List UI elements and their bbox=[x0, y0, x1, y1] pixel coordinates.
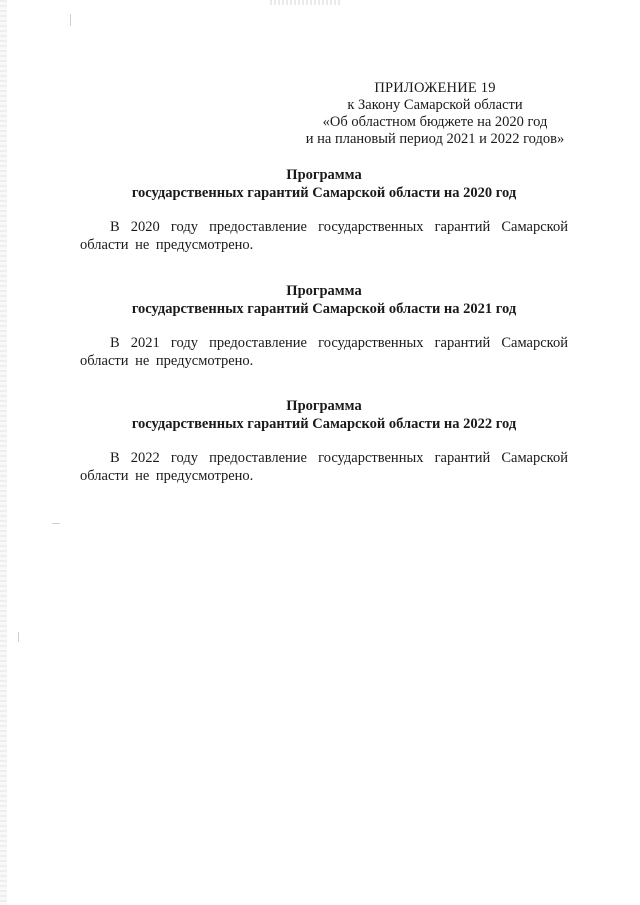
scan-speck bbox=[70, 14, 71, 26]
section-heading-line1: Программа bbox=[286, 167, 362, 183]
section-heading-line1: Программа bbox=[286, 283, 362, 299]
section-heading-line1: Программа bbox=[286, 398, 362, 414]
section-body: В 2021 году предоставление государственных гарантий Самарской области не предусмотрено. bbox=[80, 335, 568, 369]
program-section-2022 bbox=[80, 397, 568, 485]
program-section-2021 bbox=[80, 282, 568, 370]
section-heading bbox=[80, 166, 568, 202]
section-heading-line2: государственных гарантий Самарской области на 2022 год bbox=[131, 416, 517, 432]
program-section-2020 bbox=[80, 166, 568, 254]
scan-edge-artifact bbox=[0, 0, 7, 905]
section-body: В 2022 году предоставление государственных гарантий Самарской области не предусмотрено. bbox=[80, 450, 568, 484]
appendix-law-name-line: «Об областном бюджете на 2020 год bbox=[322, 114, 548, 130]
scan-speck bbox=[52, 523, 60, 524]
appendix-header bbox=[300, 80, 570, 148]
scan-top-artifact bbox=[270, 0, 340, 5]
section-heading bbox=[80, 397, 568, 433]
section-body: В 2020 году предоставление государственных гарантий Самарской области не предусмотрено. bbox=[80, 219, 568, 253]
section-heading-line2: государственных гарантий Самарской области на 2021 год bbox=[131, 301, 517, 317]
scan-speck bbox=[18, 632, 19, 642]
appendix-period-line: и на плановый период 2021 и 2022 годов» bbox=[305, 131, 565, 147]
appendix-title: ПРИЛОЖЕНИЕ 19 bbox=[374, 80, 496, 96]
section-heading bbox=[80, 282, 568, 318]
appendix-law-line: к Закону Самарской области bbox=[347, 97, 523, 113]
section-heading-line2: государственных гарантий Самарской области на 2020 год bbox=[131, 185, 517, 201]
